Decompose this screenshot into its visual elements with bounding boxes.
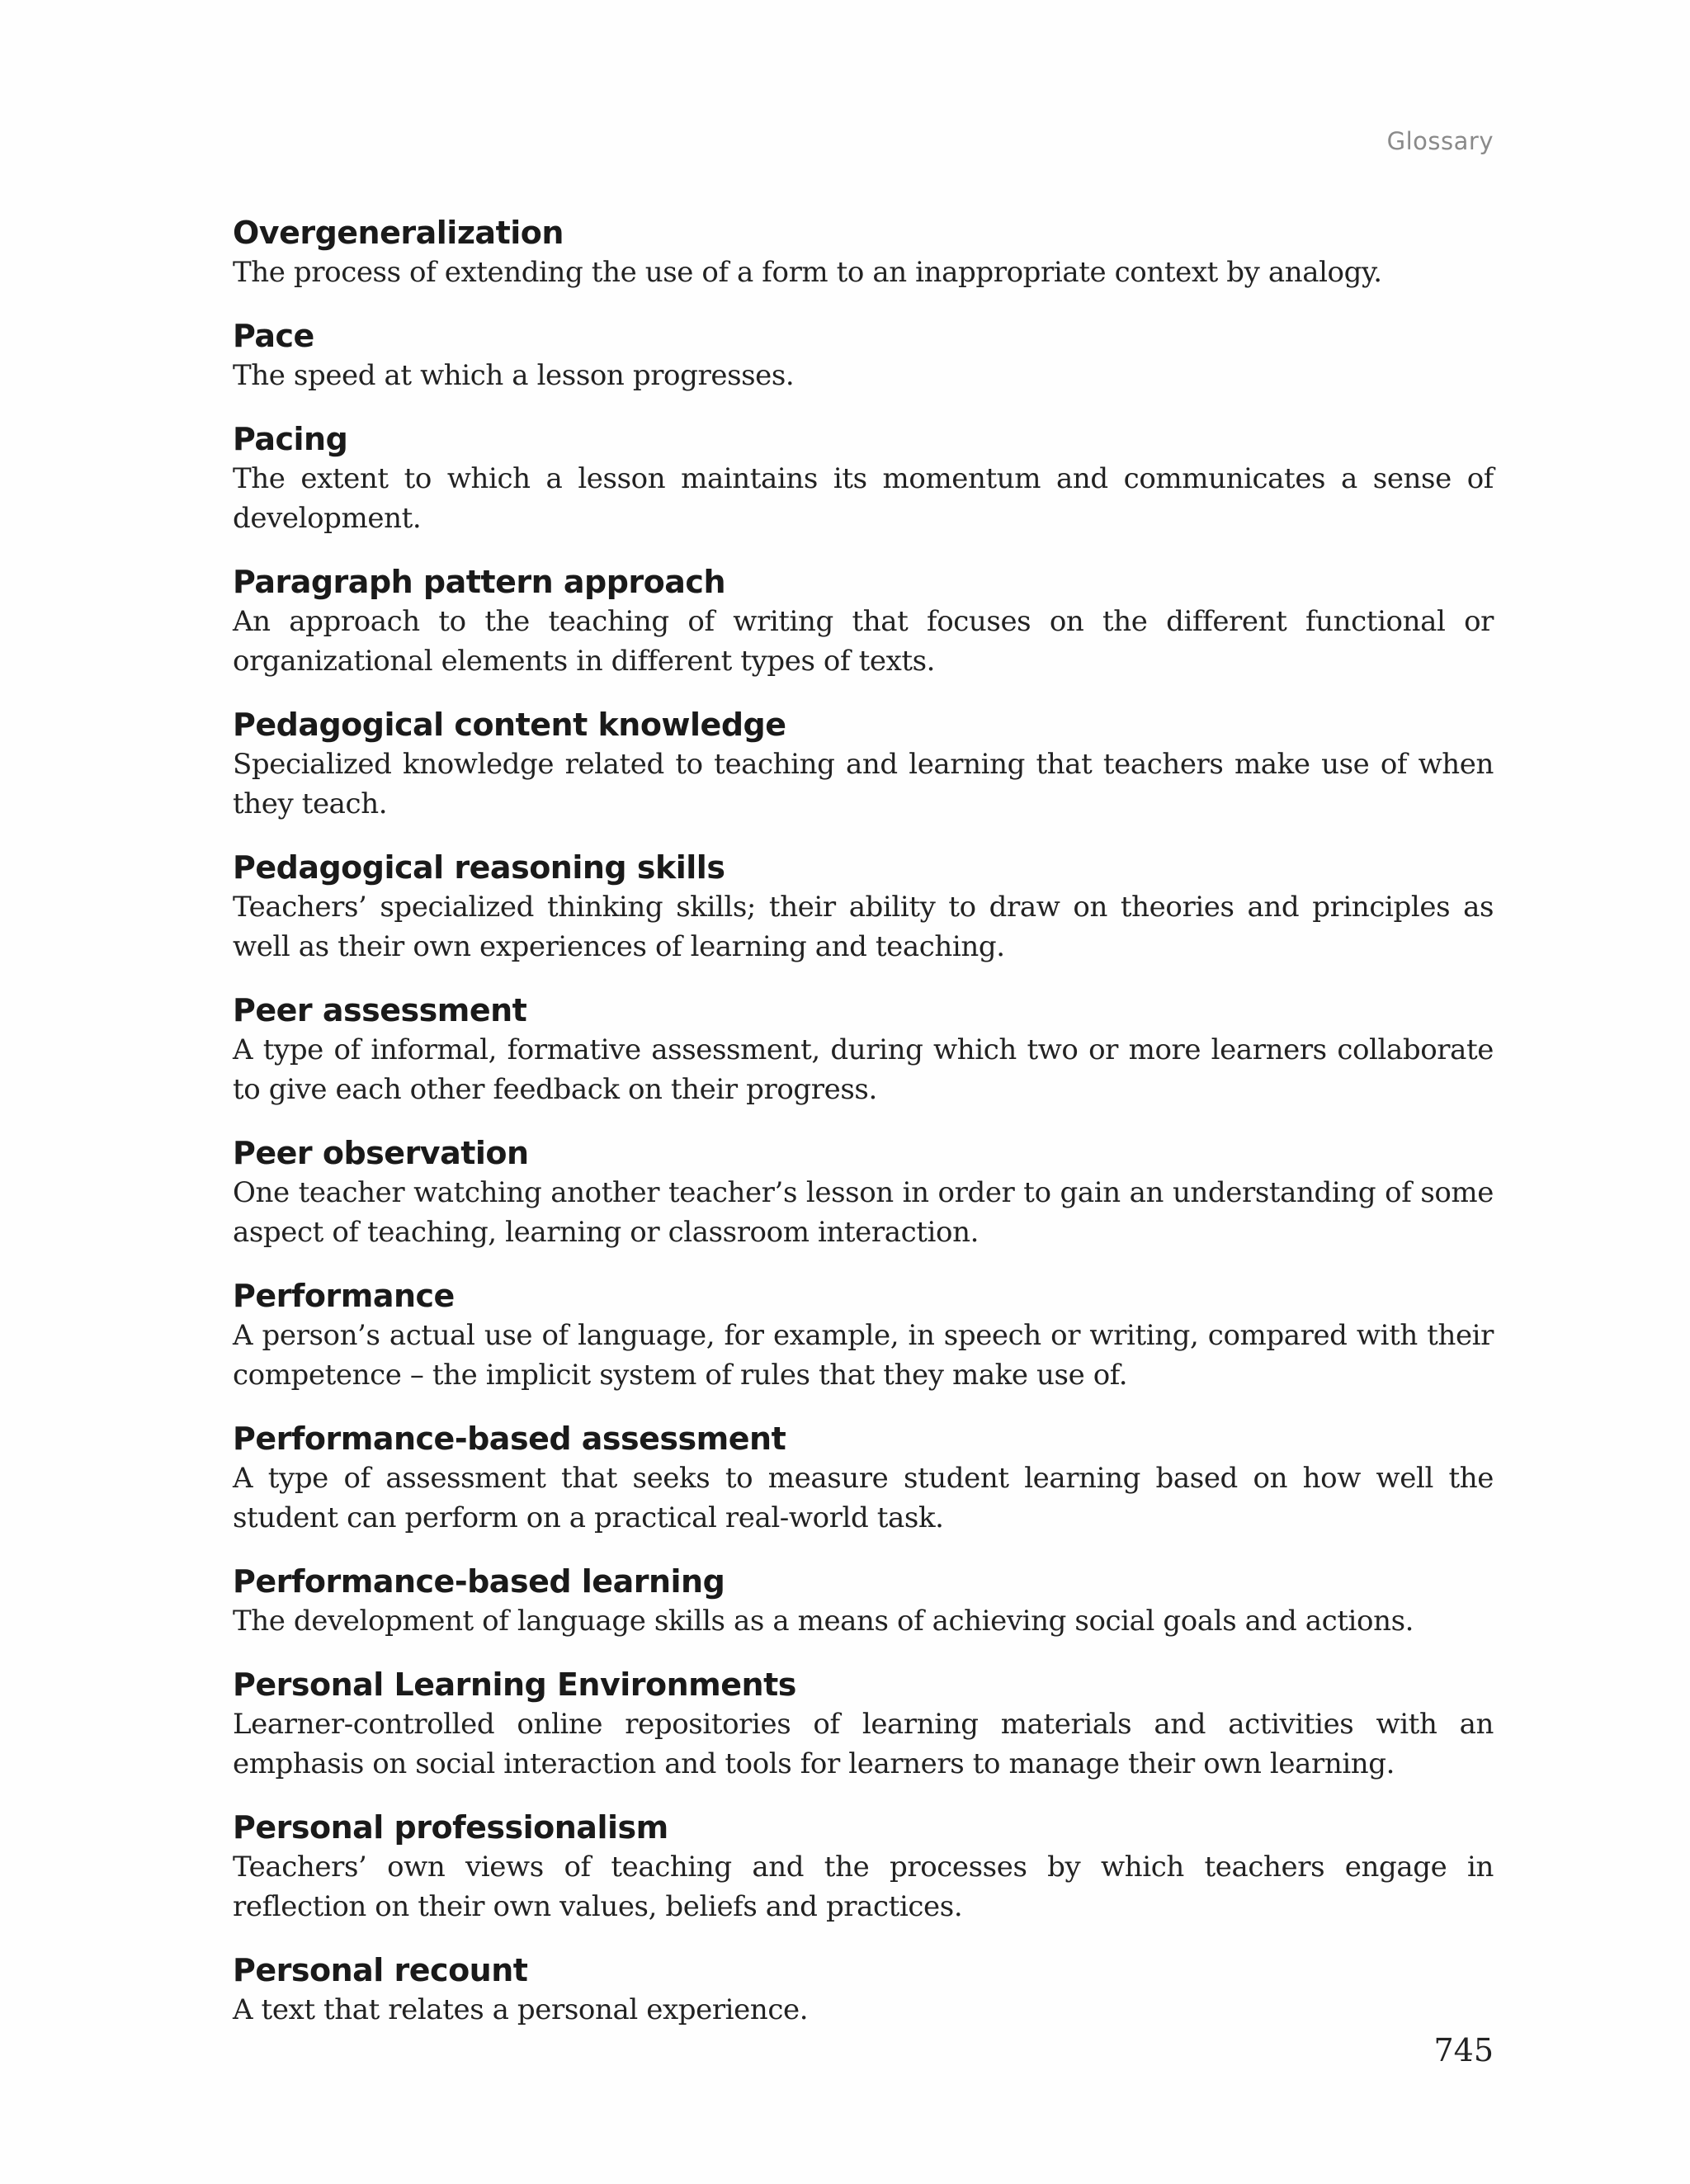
glossary-definition: A text that relates a personal experience. [233, 1993, 809, 2026]
glossary-term: Performance-based learning [233, 1563, 725, 1600]
glossary-term: Peer assessment [233, 992, 527, 1028]
glossary-term: Pedagogical reasoning skills [233, 849, 725, 886]
glossary-definition: Teachers’ specialized thinking skills; their ability to draw on theories and principles as well as their own experiences of learning and teaching. [233, 891, 1494, 963]
glossary-term: Pacing [233, 421, 348, 457]
glossary-entry [233, 990, 1494, 1109]
glossary-definition: A type of assessment that seeks to measure student learning based on how well the student can perform on a practical real-world task. [233, 1462, 1494, 1534]
glossary-entry [233, 316, 1494, 395]
glossary-list [233, 213, 1494, 2054]
glossary-term: Personal recount [233, 1952, 528, 1988]
glossary-term: Pace [233, 318, 314, 354]
glossary-term: Paragraph pattern approach [233, 564, 726, 600]
running-header: Glossary [1386, 127, 1494, 155]
glossary-entry [233, 705, 1494, 824]
glossary-definition: One teacher watching another teacher’s lesson in order to gain an understanding of some aspect of teaching, learning or classroom interaction. [233, 1176, 1494, 1249]
glossary-entry [233, 1276, 1494, 1395]
glossary-entry [233, 213, 1494, 292]
glossary-entry [233, 562, 1494, 681]
glossary-entry [233, 1665, 1494, 1784]
glossary-definition: An approach to the teaching of writing that focuses on the different functional or organizational elements in different types of texts. [233, 605, 1494, 678]
glossary-term: Personal Learning Environments [233, 1666, 796, 1703]
page-number: 745 [1433, 2032, 1494, 2068]
glossary-definition: Specialized knowledge related to teaching and learning that teachers make use of when they teach. [233, 748, 1494, 820]
glossary-term: Performance [233, 1278, 455, 1314]
glossary-entry [233, 1133, 1494, 1252]
glossary-definition: Teachers’ own views of teaching and the processes by which teachers engage in reflection on their own values, beliefs and practices. [233, 1851, 1494, 1923]
glossary-entry [233, 419, 1494, 538]
glossary-term: Peer observation [233, 1135, 529, 1171]
glossary-definition: The extent to which a lesson maintains its momentum and communicates a sense of development. [233, 462, 1494, 535]
glossary-entry [233, 1950, 1494, 2030]
glossary-definition: Learner-controlled online repositories of learning materials and activities with an emphasis on social interaction and tools for learners to manage their own learning. [233, 1708, 1494, 1780]
glossary-definition: A person’s actual use of language, for example, in speech or writing, compared with their competence – the implicit system of rules that they make use of. [233, 1319, 1494, 1392]
glossary-entry [233, 1808, 1494, 1926]
glossary-definition: A type of informal, formative assessment, during which two or more learners collaborate to give each other feedback on their progress. [233, 1033, 1494, 1106]
glossary-entry [233, 848, 1494, 967]
glossary-definition: The speed at which a lesson progresses. [233, 359, 795, 392]
glossary-term: Performance-based assessment [233, 1421, 786, 1457]
glossary-entry [233, 1562, 1494, 1641]
glossary-term: Personal professionalism [233, 1809, 668, 1846]
glossary-term: Pedagogical content knowledge [233, 707, 786, 743]
glossary-definition: The development of language skills as a means of achieving social goals and actions. [233, 1605, 1414, 1638]
glossary-definition: The process of extending the use of a form to an inappropriate context by analogy. [233, 256, 1382, 289]
glossary-entry [233, 1419, 1494, 1538]
glossary-term: Overgeneralization [233, 215, 564, 251]
